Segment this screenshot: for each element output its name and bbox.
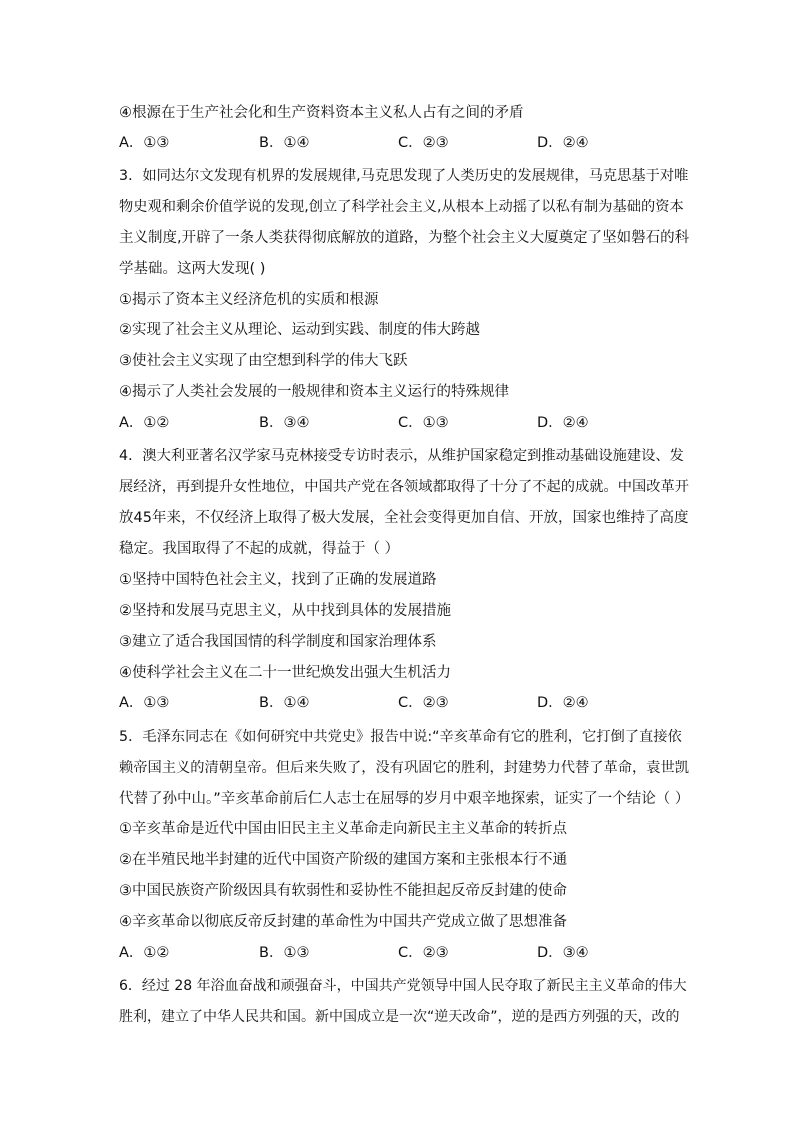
- q3-item-3: ③使社会主义实现了由空想到科学的伟大飞跃: [119, 353, 408, 369]
- q5-stem-line-2: 赖帝国主义的清朝皇帝。但后来失败了，没有巩固它的胜利，封建势力代替了革命，袁世凯: [119, 760, 689, 776]
- q4-stem-line-3: 放45年来，不仅经济上取得了极大发展，全社会变得更加自信、开放，国家也维持了高度: [119, 510, 689, 526]
- q6-stem-line-2: 胜利，建立了中华人民共和国。新中国成立是一次“逆天改命”，逆的是西方列强的天，改的: [119, 1009, 680, 1025]
- q5-option-b: B．①③: [259, 945, 310, 961]
- q3-item-2: ②实现了社会主义从理论、运动到实践、制度的伟大跨越: [119, 322, 480, 338]
- q2-option-d: D．②④: [537, 135, 589, 151]
- q5-item-3: ③中国民族资产阶级因具有软弱性和妥协性不能担起反帝反封建的使命: [119, 883, 567, 899]
- q4-option-b: B．①④: [259, 695, 310, 711]
- q2-item-4: ④根源在于生产社会化和生产资料资本主义私人占有之间的矛盾: [119, 105, 524, 121]
- q3-options: [119, 413, 689, 433]
- q3-option-b: B．③④: [259, 415, 310, 431]
- q4-stem-line-2: 展经济，再到提升女性地位，中国共产党在各领域都取得了十分了不起的成就。中国改革开: [119, 479, 689, 495]
- q2-option-a: A．①③: [119, 135, 170, 151]
- q4-options: [119, 693, 689, 713]
- q4-item-2: ②坚持和发展马克思主义，从中找到具体的发展措施: [119, 603, 451, 619]
- q3-option-d: D．②④: [537, 415, 589, 431]
- q3-stem-line-2: 物史观和剩余价值学说的发现,创立了科学社会主义,从根本上动摇了以私有制为基础的资本: [119, 199, 684, 215]
- q3-option-c: C．①③: [398, 415, 449, 431]
- q5-item-2: ②在半殖民地半封建的近代中国资产阶级的建国方案和主张根本行不通: [119, 852, 567, 868]
- q4-item-3: ③建立了适合我国国情的科学制度和国家治理体系: [119, 634, 437, 650]
- q3-item-4: ④揭示了人类社会发展的一般规律和资本主义运行的特殊规律: [119, 384, 509, 400]
- q4-item-4: ④使科学社会主义在二十一世纪焕发出强大生机活力: [119, 665, 451, 681]
- q5-option-a: A．①②: [119, 945, 170, 961]
- q3-stem-line-3: 主义制度,开辟了一条人类获得彻底解放的道路，为整个社会主义大厦奠定了坚如磐石的科: [119, 230, 689, 246]
- q5-stem-line-3: 代替了孙中山。”辛亥革命前后仁人志士在屈辱的岁月中艰辛地探索，证实了一个结论（ ）: [119, 791, 689, 807]
- q3-option-a: A．①②: [119, 415, 170, 431]
- q2-option-b: B．①④: [259, 135, 310, 151]
- q4-option-d: D．②④: [537, 695, 589, 711]
- q4-item-1: ①坚持中国特色社会主义，找到了正确的发展道路: [119, 572, 437, 588]
- q4-option-a: A．①③: [119, 695, 170, 711]
- q2-option-c: C．②③: [398, 135, 449, 151]
- q6-stem-line-1: 6．经过 28 年浴血奋战和顽强奋斗，中国共产党领导中国人民夺取了新民主主义革命的伟大: [119, 978, 687, 994]
- q5-stem-line-1: 5．毛泽东同志在《如何研究中共党史》报告中说:“辛亥革命有它的胜利，它打倒了直接依: [119, 729, 682, 745]
- q3-item-1: ①揭示了资本主义经济危机的实质和根源: [119, 292, 379, 308]
- q5-item-1: ①辛亥革命是近代中国由旧民主主义革命走向新民主主义革命的转折点: [119, 821, 567, 837]
- q5-option-d: D．③④: [537, 945, 589, 961]
- q5-options: [119, 943, 689, 963]
- q5-item-4: ④辛亥革命以彻底反帝反封建的革命性为中国共产党成立做了思想准备: [119, 914, 567, 930]
- q4-option-c: C．②③: [398, 695, 449, 711]
- q4-stem-line-1: 4．澳大利亚著名汉学家马克林接受专访时表示，从维护国家稳定到推动基础设施建设、发: [119, 448, 684, 464]
- q5-option-c: C．②③: [398, 945, 449, 961]
- q2-options: [119, 133, 689, 153]
- q3-stem-line-4: 学基础。这两大发现( ): [119, 261, 266, 277]
- q4-stem-line-4: 稳定。我国取得了不起的成就，得益于（ ）: [119, 541, 400, 557]
- q3-stem-line-1: 3．如同达尔文发现有机界的发展规律,马克思发现了人类历史的发展规律，马克思基于对唯: [119, 168, 689, 184]
